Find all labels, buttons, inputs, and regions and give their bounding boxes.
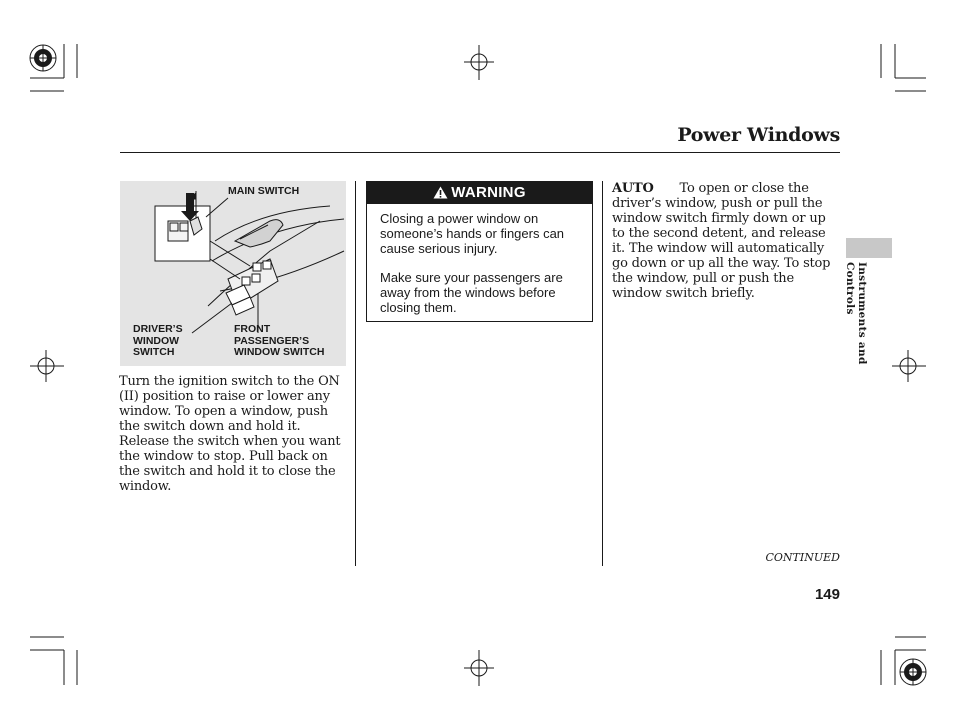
warning-header [367,182,592,204]
column-divider-left [355,181,356,566]
header-rule [120,152,840,153]
warning-header-label: WARNING [451,184,526,201]
auto-label: AUTO [612,181,654,196]
page-number: 149 [814,586,840,603]
auto-description: To open or close the driver’s window, push or pull the window switch firmly down or up to the second detent, and release it. The window will automatically go down or up all the way. To stop the window, pull or push the window switch briefly. [612,181,831,301]
column-divider-right [602,181,603,566]
window-switch-figure [120,181,346,366]
warning-paragraph-2: Make sure your passengers are away from the windows before closing them. [380,270,563,315]
main-switch-label: MAIN SWITCH [228,185,300,197]
warning-triangle-icon [433,186,448,199]
drivers-window-switch-label: DRIVER’S WINDOW SWITCH [133,323,183,358]
continued-label: CONTINUED [765,551,840,564]
warning-paragraph-1: Closing a power window on someone’s hands or fingers can cause serious injury. [380,211,565,256]
section-label: Instruments and Controls [844,262,868,365]
front-passengers-window-switch-label: FRONT PASSENGER’S WINDOW SWITCH [234,323,325,358]
ignition-instructions-paragraph: Turn the ignition switch to the ON (II) position to raise or lower any window. To open a window, push the switch down and hold it. Release the switch when you want the window to stop. Pull back on the switch and hold it to close the window. [119,374,341,494]
page-title: Power Windows [677,124,840,146]
warning-box [366,181,593,322]
section-tab [846,238,892,258]
auto-section [612,181,834,301]
